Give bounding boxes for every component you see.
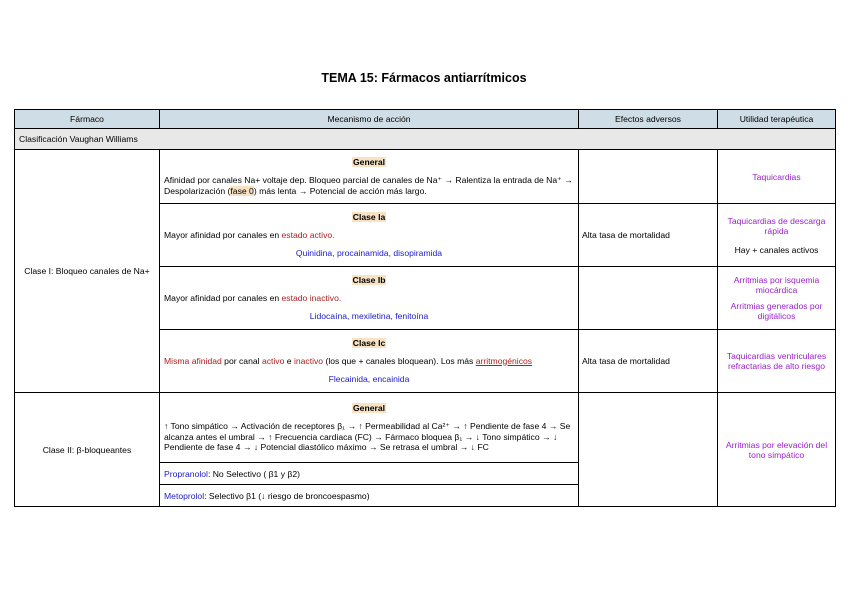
drug-list: Flecainida, encainida [328, 373, 410, 384]
clase1a-utilidad: Taquicardias de descarga rápida Hay + canales activos [718, 204, 836, 267]
subheading-general: General [352, 402, 385, 413]
subheading-ia: Clase Ia [352, 211, 386, 222]
fase-highlight: fase 0 [230, 185, 254, 196]
subheading-general: General [352, 156, 385, 167]
clase1-name: Clase I: Bloqueo canales de Na+ [15, 150, 160, 393]
clase1c-mechanism: Clase Ic Misma afinidad por canal activo e inactivo (los que + canales bloquean). Los más arritmogénicos Flecainida, encainida [160, 330, 579, 393]
subheading-ib: Clase Ib [352, 274, 386, 285]
clase1c-efectos: Alta tasa de mortalidad [579, 330, 718, 393]
clase2-general-mechanism: General ↑ Tono simpático → Activación de receptores β₁ → ↑ Permeabilidad al Ca²⁺ → ↑ Pendiente de fase 4 → Se alcanza antes el umbral → ↑ Frecuencia cardiaca (FC) → Fármaco bloquea β₁ → ↓ Tono simpático → ↓ Pendiente de fase 4 → ↓ Potencial diastólico máximo → Se retrasa el umbral → ↓ FC [160, 393, 579, 463]
clase1b-efectos [579, 267, 718, 330]
header-utilidad: Utilidad terapéutica [718, 110, 836, 129]
header-efectos: Efectos adversos [579, 110, 718, 129]
metoprolol-row: Metoprolol: Selectivo β1 (↓ riesgo de broncoespasmo) [160, 485, 579, 507]
header-farmaco: Fármaco [15, 110, 160, 129]
clase2-name: Clase II: β-bloqueantes [15, 393, 160, 507]
clase1b-mechanism: Clase Ib Mayor afinidad por canales en estado inactivo. Lidocaína, mexiletina, fenitoína [160, 267, 579, 330]
clase2-efectos [579, 393, 718, 507]
group-label: Clasificación Vaughan Williams [15, 129, 836, 150]
antiarrhythmic-table [14, 109, 836, 507]
clase2-utilidad: Arritmias por elevación del tono simpático [718, 393, 836, 507]
clase1a-efectos: Alta tasa de mortalidad [579, 204, 718, 267]
propranolol-row: Propranolol: No Selectivo ( β1 y β2) [160, 463, 579, 485]
general-text: Afinidad por canales Na+ voltaje dep. Bloqueo parcial de canales de Na⁺ → Ralentiza la entrada de Na⁺ → Despolarización (fase 0) más lenta → Potencial de acción más largo. [164, 174, 573, 196]
clase1-general-efectos [579, 150, 718, 204]
clase1c-utilidad: Taquicardias ventriculares refractarias de alto riesgo [718, 330, 836, 393]
drug-list: Lidocaína, mexiletina, fenitoína [309, 310, 429, 321]
clase1-general-mechanism [160, 150, 579, 204]
table-row [15, 150, 836, 204]
table-row [15, 393, 836, 463]
header-row [15, 110, 836, 129]
clase1a-mechanism: Clase Ia Mayor afinidad por canales en estado activo. Quinidina, procainamida, disopiramida [160, 204, 579, 267]
group-row [15, 129, 836, 150]
subheading-ic: Clase Ic [352, 337, 386, 348]
drug-list: Quinidina, procainamida, disopiramida [295, 247, 443, 258]
header-mecanismo: Mecanismo de acción [160, 110, 579, 129]
page-title: TEMA 15: Fármacos antiarrítmicos [321, 71, 527, 85]
clase1b-utilidad: Arritmias por isquemia miocárdica Arritmias generados por digitálicos [718, 267, 836, 330]
clase1-general-utilidad: Taquicardias [718, 150, 836, 204]
